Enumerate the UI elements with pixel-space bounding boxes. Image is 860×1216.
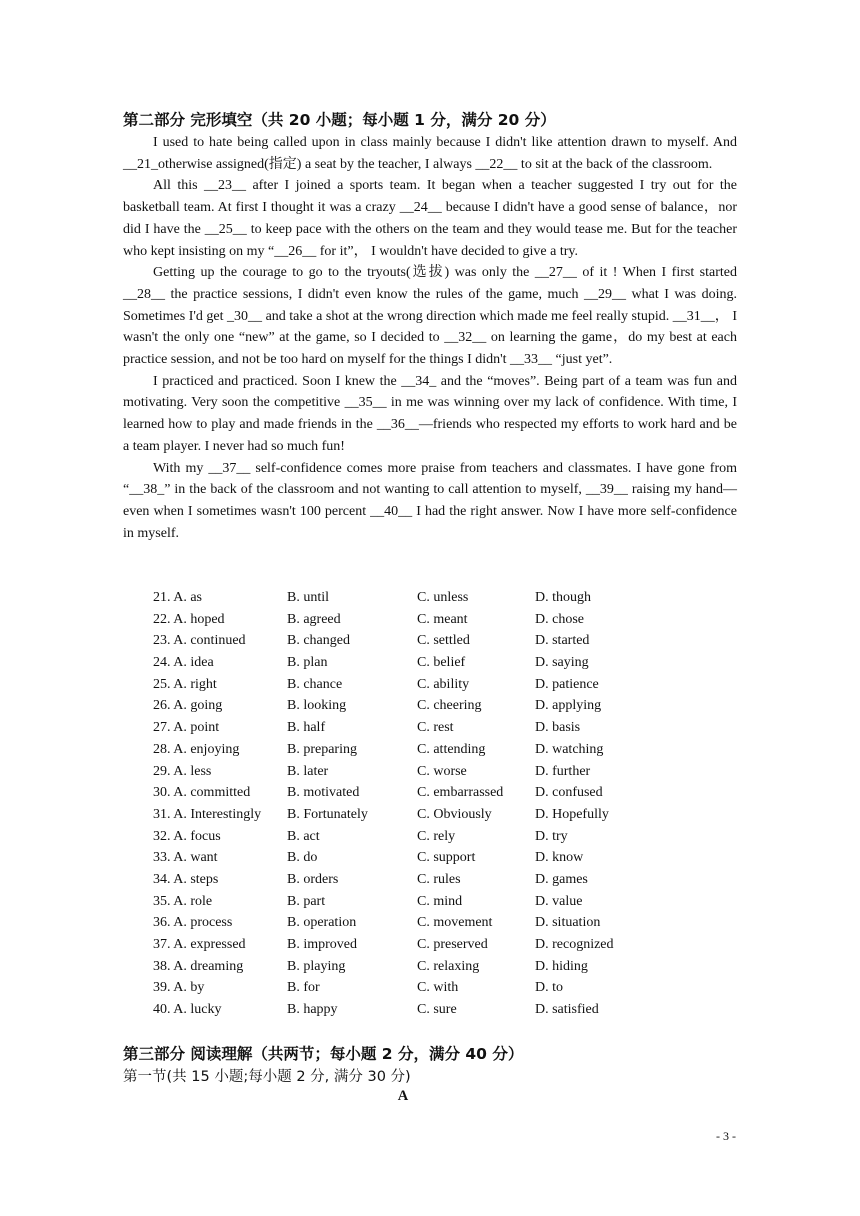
option-b: B. for xyxy=(287,980,320,996)
option-a: 30. A. committed xyxy=(153,785,251,801)
option-row xyxy=(123,630,737,652)
option-a: 32. A. focus xyxy=(153,828,221,844)
option-d: D. to xyxy=(535,980,563,996)
option-row xyxy=(123,826,737,848)
option-a: 33. A. want xyxy=(153,850,218,866)
paragraph-4: I practiced and practiced. Soon I knew the __34_ and the “moves”. Being part of a team was fun and motivating. Very soon the competitive __35__ in me was winning over my lack of confidence. With time, I learned how to play and made friends in the __36__—friends who respected my efforts to work hard and be a team player. I never had so much fun! xyxy=(123,373,737,454)
option-c: C. rules xyxy=(417,871,461,887)
option-b: B. playing xyxy=(287,958,346,974)
option-d: D. recognized xyxy=(535,937,614,952)
option-d: D. games xyxy=(535,871,588,887)
answer-options xyxy=(123,587,737,1021)
option-a: 26. A. going xyxy=(153,698,223,714)
option-c: C. preserved xyxy=(417,937,488,952)
option-c: C. rely xyxy=(417,828,456,844)
option-d: D. started xyxy=(535,633,590,649)
option-row xyxy=(123,912,737,934)
option-b: B. until xyxy=(287,590,330,605)
option-c: C. belief xyxy=(417,655,466,671)
cloze-passage xyxy=(123,132,737,544)
option-row xyxy=(123,674,737,696)
option-a: 24. A. idea xyxy=(153,655,214,671)
paragraph-5: With my __37__ self-confidence comes more praise from teachers and classmates. I have gone from “__38_” in the back of the classroom and not wanting to call attention to myself, __39__ raising my hand—even when I sometimes wasn't 100 percent __40__ I had the right answer. Now I have more self-confidence in myself. xyxy=(123,460,737,541)
option-row xyxy=(123,695,737,717)
option-b: B. half xyxy=(287,720,326,736)
option-d: D. value xyxy=(535,893,583,909)
option-d: D. hiding xyxy=(535,958,588,974)
option-row xyxy=(123,891,737,913)
option-b: B. act xyxy=(287,828,320,844)
option-b: B. looking xyxy=(287,698,347,714)
option-a: 29. A. less xyxy=(153,763,212,779)
option-b: B. motivated xyxy=(287,785,360,801)
option-a: 31. A. Interestingly xyxy=(153,806,262,822)
option-c: C. settled xyxy=(417,633,470,649)
option-b: B. improved xyxy=(287,937,357,952)
option-row xyxy=(123,761,737,783)
option-row xyxy=(123,652,737,674)
option-d: D. Hopefully xyxy=(535,806,609,822)
option-c: C. cheering xyxy=(417,698,482,714)
option-c: C. Obviously xyxy=(417,806,492,822)
option-b: B. do xyxy=(287,850,318,866)
option-c: C. sure xyxy=(417,1002,457,1018)
option-c: C. mind xyxy=(417,893,463,909)
option-a: 28. A. enjoying xyxy=(153,741,240,757)
option-row xyxy=(123,956,737,978)
option-c: C. ability xyxy=(417,676,470,692)
option-a: 36. A. process xyxy=(153,915,233,931)
option-a: 21. A. as xyxy=(153,590,202,605)
option-row xyxy=(123,999,737,1021)
option-row xyxy=(123,869,737,891)
option-a: 37. A. expressed xyxy=(153,937,246,952)
option-b: B. plan xyxy=(287,655,328,671)
option-a: 38. A. dreaming xyxy=(153,958,244,974)
option-d: D. though xyxy=(535,590,591,605)
option-b: B. later xyxy=(287,763,329,779)
option-b: B. changed xyxy=(287,633,350,649)
option-row xyxy=(123,609,737,631)
option-row xyxy=(123,782,737,804)
option-c: C. embarrassed xyxy=(417,785,504,801)
option-d: D. watching xyxy=(535,741,604,757)
option-b: B. Fortunately xyxy=(287,806,368,822)
option-d: D. know xyxy=(535,850,584,866)
option-c: C. meant xyxy=(417,611,468,627)
option-b: B. preparing xyxy=(287,741,357,757)
option-a: 23. A. continued xyxy=(153,633,246,649)
page-number: - 3 - xyxy=(716,1129,736,1143)
option-a: 39. A. by xyxy=(153,980,205,996)
option-row xyxy=(123,847,737,869)
option-b: B. orders xyxy=(287,871,339,887)
option-row xyxy=(123,739,737,761)
option-d: D. situation xyxy=(535,915,601,931)
option-c: C. unless xyxy=(417,590,469,605)
option-d: D. saying xyxy=(535,655,589,671)
option-d: D. confused xyxy=(535,785,603,801)
option-c: C. worse xyxy=(417,763,467,779)
option-c: C. rest xyxy=(417,720,454,736)
option-b: B. chance xyxy=(287,676,343,692)
section-3-subtitle: 第一节(共 15 小题;每小题 2 分, 满分 30 分) xyxy=(123,1069,411,1085)
option-a: 25. A. right xyxy=(153,676,217,692)
passage-letter: A xyxy=(397,1088,409,1104)
option-b: B. operation xyxy=(287,915,357,931)
option-c: C. movement xyxy=(417,915,493,931)
paragraph-1: I used to hate being called upon in class mainly because I didn't like attention drawn to myself. And __21_otherwise assigned(指定) a seat by the teacher, I always __22__ to sit at the back of the classroom. xyxy=(123,135,737,172)
option-row xyxy=(123,717,737,739)
option-d: D. patience xyxy=(535,676,599,692)
option-c: C. support xyxy=(417,850,476,866)
option-a: 27. A. point xyxy=(153,720,220,736)
option-a: 40. A. lucky xyxy=(153,1002,222,1018)
option-c: C. relaxing xyxy=(417,958,480,974)
option-d: D. try xyxy=(535,828,568,844)
option-d: D. basis xyxy=(535,720,581,736)
option-d: D. satisfied xyxy=(535,1002,599,1018)
option-d: D. chose xyxy=(535,611,584,627)
option-row xyxy=(123,934,737,956)
option-row xyxy=(123,587,737,609)
option-a: 22. A. hoped xyxy=(153,611,225,627)
option-row xyxy=(123,977,737,999)
option-a: 35. A. role xyxy=(153,893,213,909)
option-a: 34. A. steps xyxy=(153,871,219,887)
option-b: B. happy xyxy=(287,1002,338,1018)
option-row xyxy=(123,804,737,826)
option-d: D. applying xyxy=(535,698,602,714)
paragraph-3: Getting up the courage to go to the tryouts(选拔) was only the __27__ of it ! When I first started __28__ the practice sessions, I didn't even know the rules of the game, much __29__ what I was doing. Sometimes I'd get _30__ and take a shot at the wrong direction which made me feel really stupid. __31__， I wasn't the only one “new” at the game, so I decided to __32__ on learning the game，do my best at each practice session, and not be too hard on myself for the things I didn't __33__ “just yet”. xyxy=(123,265,737,368)
option-c: C. with xyxy=(417,980,459,996)
option-d: D. further xyxy=(535,763,591,779)
option-b: B. agreed xyxy=(287,611,341,627)
option-b: B. part xyxy=(287,893,326,909)
section-3-title: 第三部分 阅读理解（共两节；每小题 2 分，满分 40 分） xyxy=(123,1045,524,1063)
section-2-title: 第二部分 完形填空（共 20 小题；每小题 1 分，满分 20 分） xyxy=(123,111,556,129)
paragraph-2: All this __23__ after I joined a sports team. It began when a teacher suggested I try out for the basketball team. At first I thought it was a crazy __24__ because I didn't have a good sense of balance，nor did I have the __25__ to keep pace with the others on the team and they would tease me. But for the teacher who kept insisting on my “__26__ for it”， I wouldn't have decided to give a try. xyxy=(123,178,737,259)
option-c: C. attending xyxy=(417,741,486,757)
